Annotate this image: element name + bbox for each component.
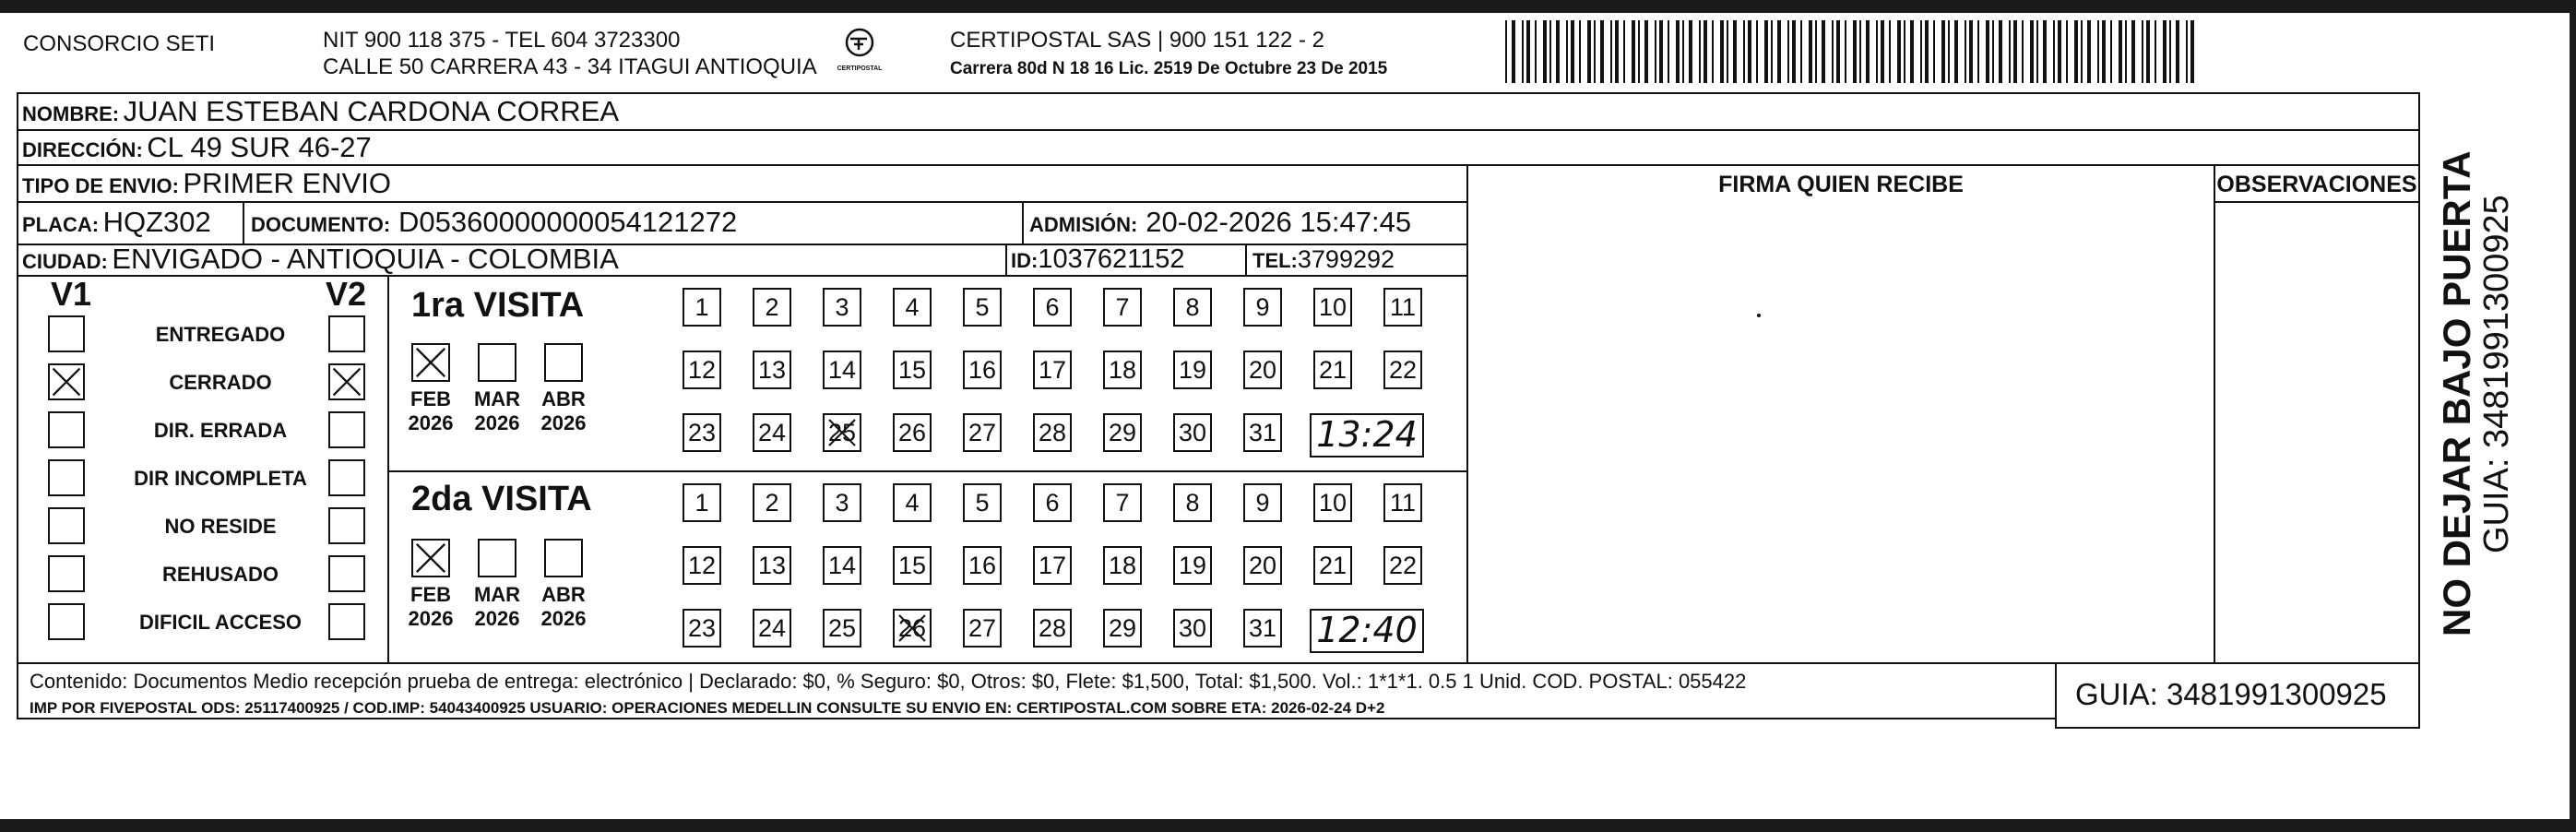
- v2-checkbox[interactable]: [328, 459, 365, 496]
- signature-dot: [1757, 314, 1761, 317]
- address-line: CALLE 50 CARRERA 43 - 34 ITAGUI ANTIOQUIA: [323, 54, 817, 79]
- day-box[interactable]: 28: [1033, 609, 1072, 648]
- day-box[interactable]: 24: [753, 609, 791, 648]
- nit-line: NIT 900 118 375 - TEL 604 3723300: [323, 28, 681, 53]
- day-box[interactable]: 9: [1243, 288, 1282, 327]
- day-box[interactable]: 13: [753, 546, 791, 585]
- v2-checkbox[interactable]: [328, 603, 365, 640]
- day-box[interactable]: 26: [893, 609, 932, 648]
- v2-label: V2: [326, 275, 367, 313]
- day-box[interactable]: 20: [1243, 546, 1282, 585]
- day-box[interactable]: 11: [1383, 288, 1422, 327]
- v2-checkbox[interactable]: [328, 411, 365, 448]
- footer-guia: GUIA: 3481991300925: [2075, 677, 2387, 711]
- footer-line2: IMP POR FIVEPOSTAL ODS: 25117400925 / COD.IMP: 54043400925 USUARIO: OPERACIONES MEDELLIN CONSULTE SU ENVIO EN: CERTIPOSTAL.COM SOBRE ETA: 2026-02-24 D+2: [30, 699, 1385, 717]
- certipostal-logo: CERTIPOSTAL: [834, 28, 885, 72]
- day-box[interactable]: 6: [1033, 483, 1072, 522]
- day-box[interactable]: 3: [823, 288, 861, 327]
- day-box[interactable]: 25: [823, 609, 861, 648]
- status-label: DIR. ERRADA: [153, 419, 288, 442]
- status-label: REHUSADO: [162, 563, 279, 586]
- v2-checkbox[interactable]: [328, 315, 365, 352]
- month-checkbox[interactable]: [478, 343, 516, 382]
- day-box[interactable]: 1: [683, 288, 721, 327]
- guia-separator: [2055, 662, 2057, 727]
- day-box[interactable]: 18: [1103, 351, 1142, 389]
- status-label: DIFICIL ACCESO: [138, 611, 302, 634]
- status-label: ENTREGADO: [155, 323, 286, 346]
- top-edge-bar: [0, 0, 2576, 13]
- row-line: [17, 662, 2420, 664]
- footer-line1: Contenido: Documentos Medio recepción prueba de entrega: electrónico | Declarado: $0, % Seguro: $0, Otros: $0, Flete: $1,500, Total: $1,500. Vol.: 1*1*1. 0.5 1 Unid. COD. POSTAL: 055422: [30, 670, 1747, 693]
- v1-label: V1: [51, 275, 92, 313]
- v2-checkbox[interactable]: [328, 507, 365, 544]
- day-box[interactable]: 7: [1103, 483, 1142, 522]
- day-box[interactable]: 7: [1103, 288, 1142, 327]
- nombre-field: NOMBRE: JUAN ESTEBAN CARDONA CORREA: [22, 95, 619, 127]
- direccion-field: DIRECCIÓN: CL 49 SUR 46-27: [22, 131, 372, 163]
- month-label: MAR 2026: [473, 387, 521, 434]
- day-box[interactable]: 31: [1243, 413, 1282, 452]
- day-box[interactable]: 16: [963, 351, 1002, 389]
- day-box[interactable]: 16: [963, 546, 1002, 585]
- day-box[interactable]: 30: [1173, 413, 1212, 452]
- day-box[interactable]: 3: [823, 483, 861, 522]
- id-field: ID:1037621152: [1011, 244, 1185, 274]
- admision-field: ADMISIÓN: 20-02-2026 15:47:45: [1029, 206, 1412, 238]
- row-line: [17, 718, 2055, 719]
- v1-checkbox[interactable]: [48, 555, 85, 592]
- day-box[interactable]: 10: [1313, 288, 1352, 327]
- day-box[interactable]: 17: [1033, 351, 1072, 389]
- day-box[interactable]: 18: [1103, 546, 1142, 585]
- v1-checkbox[interactable]: [48, 459, 85, 496]
- day-box[interactable]: 5: [963, 288, 1002, 327]
- cell-separator: [243, 201, 244, 244]
- day-box[interactable]: 6: [1033, 288, 1072, 327]
- firma-header: FIRMA QUIEN RECIBE: [1718, 172, 1964, 197]
- day-box[interactable]: 24: [753, 413, 791, 452]
- month-label: MAR 2026: [473, 583, 521, 630]
- day-box[interactable]: 21: [1313, 351, 1352, 389]
- day-box[interactable]: 2: [753, 483, 791, 522]
- day-box[interactable]: 29: [1103, 413, 1142, 452]
- day-box[interactable]: 10: [1313, 483, 1352, 522]
- day-box[interactable]: 26: [893, 413, 932, 452]
- day-box[interactable]: 19: [1173, 546, 1212, 585]
- day-box[interactable]: 20: [1243, 351, 1282, 389]
- side-warning: NO DEJAR BAJO PUERTA: [2435, 150, 2478, 636]
- barcode: [1505, 20, 2199, 83]
- tel-field: TEL:3799292: [1252, 245, 1395, 273]
- month-checkbox[interactable]: [544, 343, 583, 382]
- cell-separator: [1005, 244, 1007, 275]
- day-box[interactable]: 11: [1383, 483, 1422, 522]
- v1-checkbox[interactable]: [48, 363, 85, 400]
- ciudad-field: CIUDAD: ENVIGADO - ANTIOQUIA - COLOMBIA: [22, 243, 619, 275]
- month-checkbox[interactable]: [478, 539, 516, 577]
- form-right-line: [2418, 92, 2420, 729]
- month-checkbox[interactable]: [411, 343, 450, 382]
- day-box[interactable]: 19: [1173, 351, 1212, 389]
- day-box[interactable]: 21: [1313, 546, 1352, 585]
- visit1-title: 1ra VISITA: [411, 286, 585, 325]
- day-box[interactable]: 23: [683, 413, 721, 452]
- day-box[interactable]: 14: [823, 351, 861, 389]
- day-box[interactable]: 4: [893, 483, 932, 522]
- v1-checkbox[interactable]: [48, 315, 85, 352]
- license-line: Carrera 80d N 18 16 Lic. 2519 De Octubre 23 De 2015: [950, 59, 1388, 78]
- v1-checkbox[interactable]: [48, 507, 85, 544]
- time-box[interactable]: 13:24: [1310, 413, 1424, 458]
- day-box[interactable]: 2: [753, 288, 791, 327]
- day-box[interactable]: 5: [963, 483, 1002, 522]
- right-edge-bar: [2570, 0, 2576, 832]
- tipo-envio-field: TIPO DE ENVIO: PRIMER ENVIO: [22, 167, 392, 199]
- day-box[interactable]: 28: [1033, 413, 1072, 452]
- status-label: DIR INCOMPLETA: [134, 467, 307, 490]
- form-left-line: [17, 92, 18, 719]
- cell-separator: [1245, 244, 1247, 275]
- day-box[interactable]: 12: [683, 546, 721, 585]
- day-box[interactable]: 12: [683, 351, 721, 389]
- day-box[interactable]: 27: [963, 413, 1002, 452]
- firma-separator: [1466, 164, 1468, 664]
- day-box[interactable]: 14: [823, 546, 861, 585]
- guia-bottom-line: [2055, 727, 2420, 729]
- month-label: FEB 2026: [408, 387, 454, 434]
- bottom-edge-bar: [0, 819, 2576, 832]
- day-box[interactable]: 17: [1033, 546, 1072, 585]
- day-box[interactable]: 29: [1103, 609, 1142, 648]
- day-box[interactable]: 8: [1173, 483, 1212, 522]
- visit2-title: 2da VISITA: [411, 480, 592, 518]
- v1-checkbox[interactable]: [48, 411, 85, 448]
- day-box[interactable]: 31: [1243, 609, 1282, 648]
- month-checkbox[interactable]: [544, 539, 583, 577]
- status-label: CERRADO: [169, 371, 272, 394]
- day-box[interactable]: 30: [1173, 609, 1212, 648]
- documento-field: DOCUMENTO: D05360000000054121272: [251, 206, 738, 238]
- visit-left-line: [387, 277, 389, 662]
- day-box[interactable]: 13: [753, 351, 791, 389]
- status-label: NO RESIDE: [164, 515, 277, 538]
- day-box[interactable]: 15: [893, 351, 932, 389]
- day-box[interactable]: 25: [823, 413, 861, 452]
- certipostal-line: CERTIPOSTAL SAS | 900 151 122 - 2: [950, 28, 1324, 53]
- day-box[interactable]: 23: [683, 609, 721, 648]
- row-line: [2214, 201, 2418, 203]
- v2-checkbox[interactable]: [328, 555, 365, 592]
- visit-divider: [387, 470, 1468, 472]
- v2-checkbox[interactable]: [328, 363, 365, 400]
- day-box[interactable]: 22: [1383, 546, 1422, 585]
- obs-separator: [2214, 164, 2215, 664]
- day-box[interactable]: 15: [893, 546, 932, 585]
- day-box[interactable]: 22: [1383, 351, 1422, 389]
- month-label: FEB 2026: [408, 583, 454, 630]
- row-line: [17, 164, 2420, 166]
- day-box[interactable]: 27: [963, 609, 1002, 648]
- placa-field: PLACA: HQZ302: [22, 206, 211, 238]
- time-box[interactable]: 12:40: [1310, 609, 1424, 653]
- observaciones-header: OBSERVACIONES: [2216, 172, 2417, 197]
- day-box[interactable]: 4: [893, 288, 932, 327]
- side-guia: GUIA: 3481991300925: [2477, 195, 2516, 553]
- day-box[interactable]: 9: [1243, 483, 1282, 522]
- cell-separator: [1022, 201, 1024, 244]
- day-box[interactable]: 1: [683, 483, 721, 522]
- month-label: ABR 2026: [540, 387, 587, 434]
- v1-checkbox[interactable]: [48, 603, 85, 640]
- month-checkbox[interactable]: [411, 539, 450, 577]
- form-top-line: [17, 92, 2419, 94]
- day-box[interactable]: 8: [1173, 288, 1212, 327]
- month-label: ABR 2026: [540, 583, 587, 630]
- company-name: CONSORCIO SETI: [23, 31, 216, 56]
